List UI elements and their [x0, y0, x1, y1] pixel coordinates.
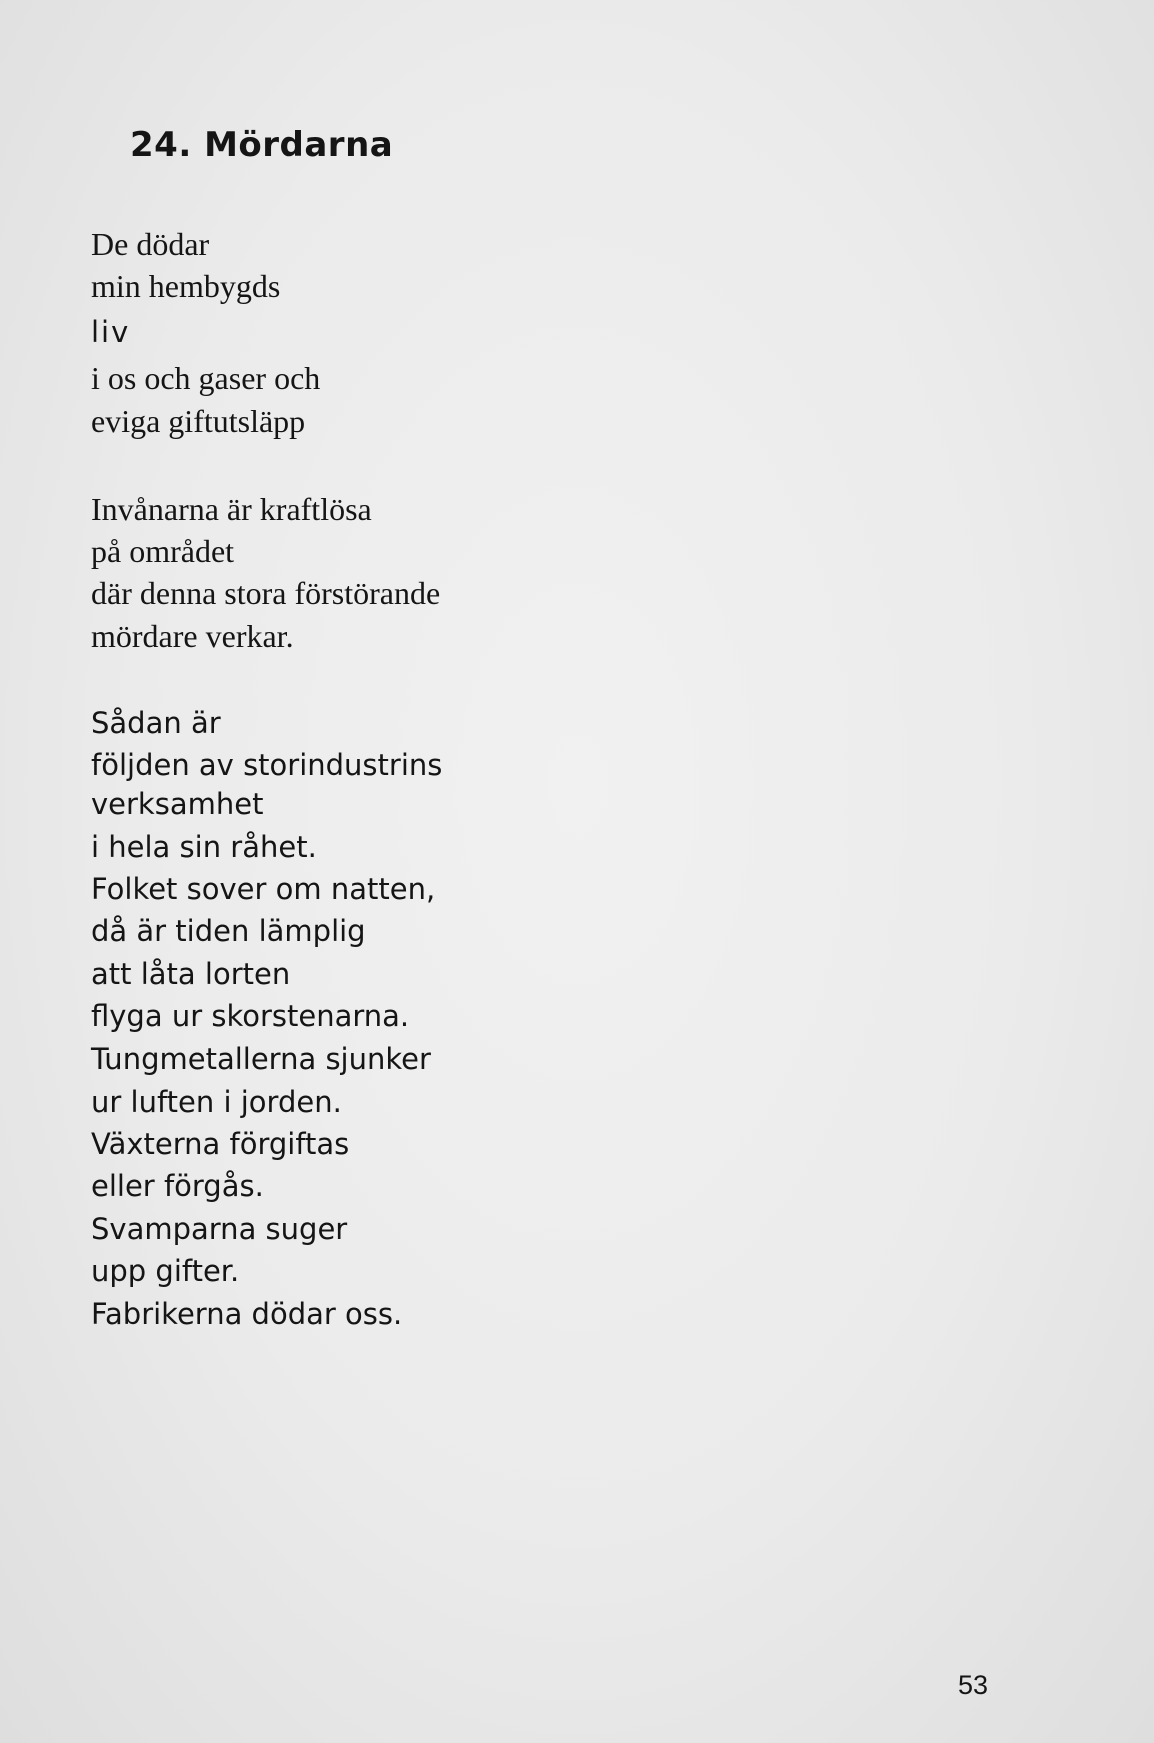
poem-line: då är tiden lämplig [91, 914, 366, 948]
poem-line: eller förgås. [91, 1169, 264, 1203]
poem-line: Folket sover om natten, [91, 872, 436, 906]
poem-line: på området [91, 533, 235, 569]
poem-line: Invånarna är kraftlösa [91, 491, 372, 527]
poem-title: 24. Mördarna [130, 125, 394, 165]
poem-line: upp gifter. [91, 1254, 240, 1288]
poem-line: följden av storindustrins [91, 748, 443, 782]
page-number: 53 [957, 1670, 988, 1700]
poem-line: Svamparna suger [91, 1212, 348, 1246]
poem-line: Fabrikerna dödar oss. [91, 1297, 403, 1331]
poem-line: att låta lorten [91, 957, 291, 991]
poem-line: Växterna förgiftas [91, 1127, 350, 1161]
poem-line: liv [91, 315, 131, 349]
poem-line: De dödar [91, 226, 210, 262]
poem-line: mördare verkar. [91, 618, 294, 654]
poem-line: Tungmetallerna sjunker [91, 1042, 431, 1076]
poem-line: Sådan är [91, 706, 221, 740]
poem-line: i hela sin råhet. [91, 830, 317, 864]
poem-line: där denna stora förstörande [91, 575, 441, 611]
poem-line: verksamhet [91, 787, 264, 821]
poem-line: ur luften i jorden. [91, 1085, 342, 1119]
poem-line: eviga giftutsläpp [91, 403, 306, 439]
poem-line: flyga ur skorstenarna. [91, 999, 410, 1033]
poem-line: i os och gaser och [91, 360, 321, 396]
poem-line: min hembygds [91, 268, 281, 304]
